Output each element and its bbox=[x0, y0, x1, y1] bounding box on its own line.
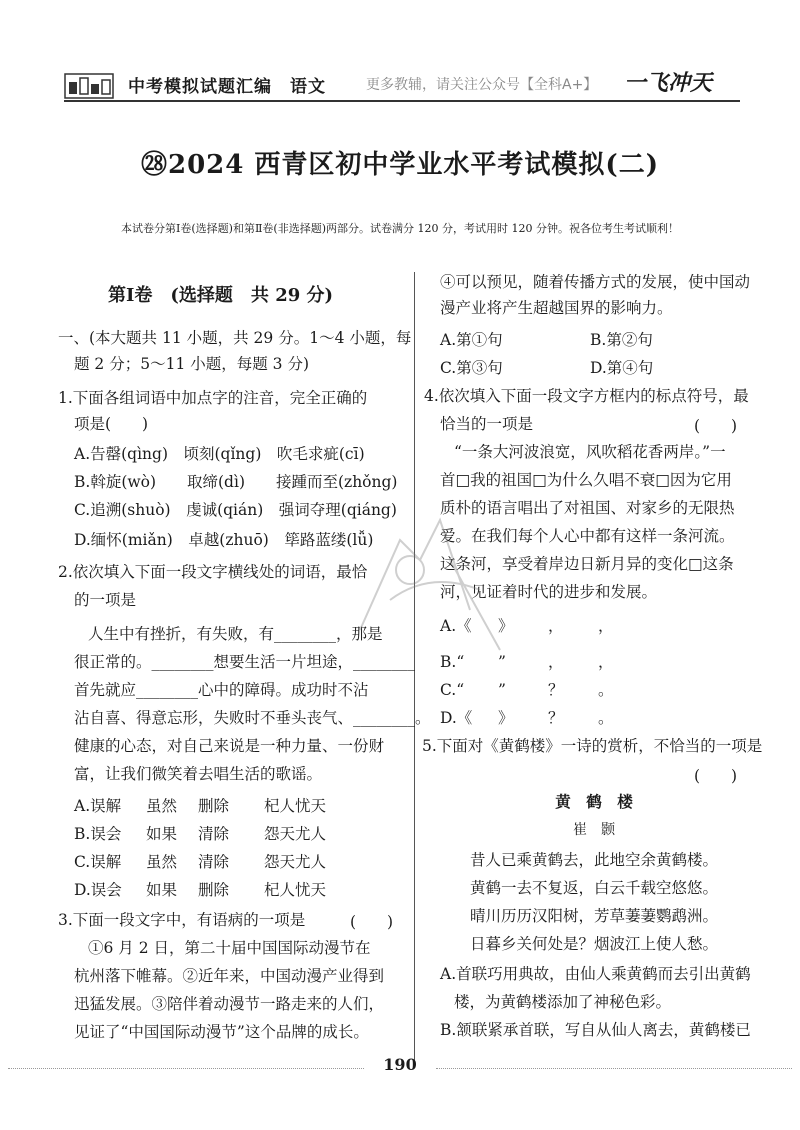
poem-line: 日暮乡关何处是？烟波江上使人愁。 bbox=[470, 935, 719, 953]
q2-option: C.误解 虽然 清除 怨天尤人 bbox=[74, 853, 327, 871]
q4-passage-line: 质朴的语言唱出了对祖国、对家乡的无限热 bbox=[440, 499, 735, 517]
q1-stem: 项是( ) bbox=[74, 415, 149, 433]
q2-passage-line: 健康的心态，对自己来说是一种力量、一份财 bbox=[74, 737, 385, 755]
q4-passage-line: 河，见证着时代的进步和发展。 bbox=[440, 583, 658, 601]
q4-answer-paren: ( ) bbox=[694, 417, 738, 435]
header-rule bbox=[64, 100, 740, 102]
poem-author: 崔 颢 bbox=[573, 822, 615, 838]
q2-option: D.误会 如果 删除 杞人忧天 bbox=[74, 881, 327, 899]
q2-passage-line: 很正常的。________想要生活一片坦途，________ bbox=[74, 653, 416, 671]
q4-option: D.《 》 ？ 。 bbox=[440, 709, 614, 727]
q2-option: A.误解 虽然 删除 杞人忧天 bbox=[74, 797, 327, 815]
header-brand: 一飞冲天 bbox=[624, 71, 713, 96]
q1-option: B.斡旋(wò) 取缔(dì) 接踵而至(zhǒng) bbox=[74, 473, 398, 491]
q4-option: B.“ ” ， ， bbox=[440, 653, 614, 671]
q4-passage-line: “一条大河波浪宽，风吹稻花香两岸。”一 bbox=[454, 443, 726, 461]
q3-passage-line: 杭州落下帷幕。②近年来，中国动漫产业得到 bbox=[74, 967, 385, 985]
footer-rule-right bbox=[436, 1068, 792, 1069]
q4-passage-line: 这条河，享受着岸边日新月异的变化□这条 bbox=[440, 555, 734, 573]
exam-note: 本试卷分第Ⅰ卷(选择题)和第Ⅱ卷(非选择题)两部分。试卷满分 120 分，考试用时 120 分钟。祝各位考生考试顺利！ bbox=[121, 222, 679, 235]
q1-option: A.告罄(qìng) 顷刻(qǐng) 吹毛求疵(cī) bbox=[74, 445, 365, 463]
q2-stem: 的一项是 bbox=[74, 591, 137, 609]
q3-passage-line: 见证了“中国国际动漫节”这个品牌的成长。 bbox=[74, 1023, 369, 1041]
exam-title: ㉘2024 西青区初中学业水平考试模拟(二) bbox=[140, 150, 660, 180]
q4-option: C.“ ” ？ 。 bbox=[440, 681, 614, 699]
q4-stem: 4.依次填入下面一段文字方框内的标点符号，最 bbox=[424, 387, 749, 405]
header-title: 中考模拟试题汇编 语文 bbox=[128, 77, 326, 97]
q3-passage-line: 漫产业将产生超越国界的影响力。 bbox=[440, 299, 673, 317]
watermark-stamp-icon bbox=[330, 500, 530, 660]
q5-stem: 5.下面对《黄鹤楼》一诗的赏析，不恰当的一项是 bbox=[422, 737, 763, 755]
q4-option: A.《 》 ， ， bbox=[440, 617, 614, 635]
q1-stem: 1.下面各组词语中加点字的注音，完全正确的 bbox=[58, 389, 368, 407]
part-intro-line: 题 2 分；5～11 小题，每题 3 分) bbox=[74, 355, 309, 373]
q2-stem: 2.依次填入下面一段文字横线处的词语，最恰 bbox=[58, 563, 368, 581]
q3-answer-paren: ( ) bbox=[350, 913, 394, 931]
q4-passage-line: 爱。在我们每个人心中都有这样一条河流。 bbox=[440, 527, 735, 545]
q3-stem: 3.下面一段文字中，有语病的一项是 bbox=[58, 911, 306, 929]
q3-passage-line: ④可以预见，随着传播方式的发展，使中国动 bbox=[440, 273, 751, 291]
header-promo: 更多教辅，请关注公众号【全科A+】 bbox=[366, 77, 598, 93]
q5-option: 楼，为黄鹤楼添加了神秘色彩。 bbox=[454, 993, 672, 1011]
q3-option: D.第④句 bbox=[590, 359, 654, 377]
q3-option: A.第①句 bbox=[440, 331, 503, 349]
q3-option: C.第③句 bbox=[440, 359, 503, 377]
q1-option: D.缅怀(miǎn) 卓越(zhuō) 筚路蓝缕(lǚ) bbox=[74, 531, 374, 549]
q3-option: B.第②句 bbox=[590, 331, 653, 349]
part-intro-line: 一、(本大题共 11 小题，共 29 分。1～4 小题，每 bbox=[58, 329, 412, 347]
poem-line: 昔人已乘黄鹤去，此地空余黄鹤楼。 bbox=[470, 851, 719, 869]
page-number: 190 bbox=[383, 1055, 417, 1074]
footer-rule-left bbox=[8, 1068, 364, 1069]
poem-line: 晴川历历汉阳树，芳草萋萋鹦鹉洲。 bbox=[470, 907, 719, 925]
q5-option: B.颔联紧承首联，写自从仙人离去，黄鹤楼已 bbox=[440, 1021, 751, 1039]
q3-passage-line: 迅猛发展。③陪伴着动漫节一路走来的人们， bbox=[74, 995, 385, 1013]
header-logo-icon bbox=[64, 70, 114, 100]
q3-passage-line: ①6 月 2 日，第二十届中国国际动漫节在 bbox=[88, 939, 371, 957]
poem-title: 黄 鹤 楼 bbox=[555, 792, 633, 811]
q5-option: A.首联巧用典故，由仙人乘黄鹤而去引出黄鹤 bbox=[440, 965, 751, 983]
q2-option: B.误会 如果 清除 怨天尤人 bbox=[74, 825, 327, 843]
q4-passage-line: 首□我的祖国□为什么久唱不衰□因为它用 bbox=[440, 471, 732, 489]
q4-stem: 恰当的一项是 bbox=[440, 415, 534, 433]
section-heading: 第Ⅰ卷 (选择题 共 29 分) bbox=[108, 285, 334, 306]
q2-passage-line: 沾自喜、得意忘形，失败时不垂头丧气、________。 bbox=[74, 709, 431, 727]
q2-passage-line: 人生中有挫折，有失败，有________，那是 bbox=[88, 625, 383, 643]
q2-passage-line: 富，让我们微笑着去唱生活的歌谣。 bbox=[74, 765, 323, 783]
q1-option: C.追溯(shuò) 虔诚(qián) 强词夺理(qiáng) bbox=[74, 501, 397, 519]
q2-passage-line: 首先就应________心中的障碍。成功时不沾 bbox=[74, 681, 369, 699]
q5-answer-paren: ( ) bbox=[694, 767, 738, 785]
poem-line: 黄鹤一去不复返，白云千载空悠悠。 bbox=[470, 879, 719, 897]
